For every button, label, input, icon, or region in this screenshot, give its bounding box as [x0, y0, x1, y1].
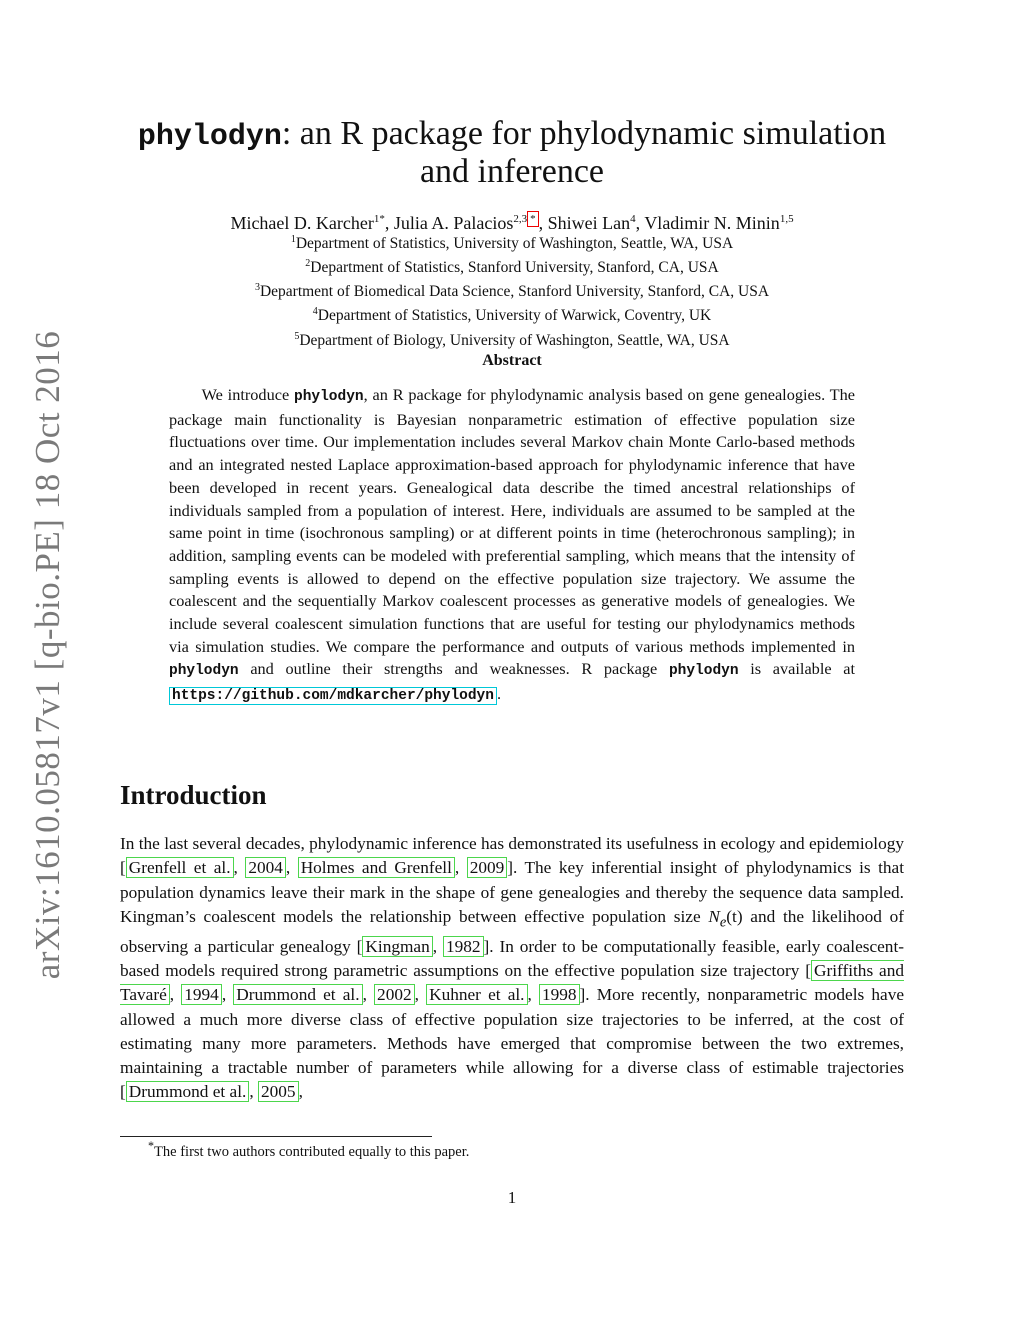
arxiv-stamp — [28, 330, 68, 980]
body-text: , — [414, 985, 427, 1005]
citation-year-link[interactable]: 1982 — [443, 936, 484, 957]
title-rest: : an R package for phylodynamic simulation — [281, 115, 887, 152]
title-package-name: phylodyn — [137, 120, 282, 154]
affiliation-number: 3 — [254, 282, 260, 294]
citation-year-link[interactable]: 2004 — [245, 857, 286, 878]
citation-year-link[interactable]: 2009 — [467, 857, 508, 878]
footnote-divider — [120, 1136, 432, 1137]
citation-link[interactable]: Drummond et al. — [233, 984, 362, 1005]
affiliation-number: 5 — [294, 330, 300, 342]
footnote-text: The first two authors contributed equally to this paper. — [154, 1143, 470, 1160]
citation-link[interactable]: Kingman — [362, 936, 432, 957]
paper-title — [120, 116, 904, 189]
affiliation-text: Department of Statistics, University of Warwick, Coventry, UK — [317, 307, 712, 325]
affiliation-text: Department of Statistics, University of Washington, Seattle, WA, USA — [295, 235, 734, 253]
affiliation — [120, 254, 904, 278]
author-marks: 2,3 — [513, 213, 528, 225]
author-name: Vladimir N. Minin — [644, 213, 780, 233]
author-marks: 1,5 — [779, 213, 794, 225]
package-name: phylodyn — [169, 663, 239, 680]
body-text: ]. More recently, nonparametric models have allowed a much more diverse class of effective population size trajectories to be inferred, at the cost of estimating many more parameters. Methods have emerged that compromise between the two extremes, maintaining a tractable number of parameters while allowing for a diverse class of estimable trajectories [ — [120, 985, 905, 1102]
citation-link[interactable]: Drummond et al. — [126, 1081, 250, 1102]
footnote — [148, 1139, 469, 1161]
affiliation — [120, 230, 904, 254]
affiliation — [120, 302, 904, 326]
title-line2: and inference — [419, 153, 605, 190]
author-name: Michael D. Karcher — [230, 213, 374, 233]
abstract-text: is available at — [738, 659, 856, 679]
affiliation-number: 2 — [305, 258, 311, 270]
body-text: , — [285, 858, 298, 878]
body-text: ]. In order to be computationally feasible, early coalescent-based models required strong parametric assumptions on the effective population size trajectory [ — [120, 936, 904, 980]
affiliation-list — [120, 230, 904, 351]
citation-link[interactable]: Kuhner et al. — [426, 984, 527, 1005]
author-marks: 1* — [373, 213, 385, 225]
body-text: ]. The key inferential insight of phylodynamics is that population dynamics leave their mark in the shape of gene genealogies and thereby the sequence data sampled. Kingman’s coalescent models the relationship between effective population size — [120, 858, 905, 926]
abstract-text: and outline their strengths and weaknesses. R package — [238, 659, 669, 679]
footnote-mark: * — [148, 1139, 155, 1153]
author-list: Michael D. Karcher$^{1*}$, Julia A. Palacios$^{2,3}$ * , Shiwei Lan$^4$, Vladimir N. Minin$^{1,5}$ — [230, 213, 794, 233]
affiliation-number: 4 — [312, 306, 318, 318]
math-argument: (t) — [726, 906, 743, 926]
citation-year-link[interactable]: 2002 — [374, 984, 415, 1005]
package-name: phylodyn — [294, 389, 364, 405]
github-url-link[interactable]: https://github.com/mdkarcher/phylodyn — [169, 687, 497, 705]
footnote-link[interactable]: * — [527, 211, 539, 227]
citation-link[interactable]: Grenfell et al. — [126, 857, 234, 878]
citation-year-link[interactable]: 1998 — [539, 984, 580, 1005]
affiliation-text: Department of Biology, University of Washington, Seattle, WA, USA — [299, 331, 730, 349]
citation-link[interactable]: Holmes and Grenfell — [298, 857, 455, 878]
abstract-body — [169, 384, 855, 708]
abstract-text: . — [496, 684, 502, 704]
introduction-body: In the last several decades, phylodynamic inference has demonstrated its usefulness in ecology and epidemiology [ Grenfell et al. , 2004 , Holmes and Grenfell , 2009 ]. The key inferential insight of phylodynamics is that population dynamics leave their mark in the shape of gene genealogies and thereby the sequence data sampled. Kingman’s coalescent models the relationship between effective population size $N_e(t)$ and the likelihood of observing a particular genealogy [ Kingman , 1982 ]. In order to be computationally feasible, early coalescent-based models required strong parametric assumptions on the effective population size trajectory [ Griffiths and Tavaré , 1994 , Drummond et al. , 2002 , Kuhner et al. , 1998 ]. More recently, nonparametric models have allowed a much more diverse class of effective population size trajectories to be inferred, at the cost of estimating many more parameters. Methods have emerged that compromise between the two extremes, maintaining a tractable number of parameters while allowing for a diverse class of estimable trajectories [ Drummond et al. , 2005 , — [120, 834, 905, 1102]
author-name: Shiwei Lan — [547, 213, 631, 233]
abstract-text: We introduce — [201, 385, 294, 404]
author-name: Julia A. Palacios — [393, 213, 514, 233]
body-text: In the last several decades, phylodynamic inference has demonstrated its usefulness in ecology and epidemiology [ — [120, 834, 904, 878]
math-subscript: e — [719, 914, 727, 931]
body-text: , — [221, 985, 234, 1005]
arxiv-id: arXiv:1610.05817v1 [q-bio.PE] 18 Oct 2016 — [28, 330, 68, 980]
affiliation-number: 1 — [290, 234, 296, 245]
affiliation — [120, 278, 904, 302]
abstract-heading: Abstract — [482, 352, 542, 369]
package-name: phylodyn — [668, 663, 739, 680]
citation-year-link[interactable]: 2005 — [258, 1081, 299, 1102]
page-number: 1 — [507, 1188, 517, 1207]
affiliation — [120, 327, 904, 351]
body-text: and the likelihood of observing a particular genealogy [ — [120, 906, 904, 956]
author-marks: 4 — [630, 213, 636, 225]
affiliation-text: Department of Statistics, Stanford University, Stanford, CA, USA — [310, 259, 719, 277]
affiliation-text: Department of Biomedical Data Science, Stanford University, Stanford, CA, USA — [259, 283, 770, 301]
citation-year-link[interactable]: 1994 — [181, 984, 222, 1005]
math-symbol: N — [708, 906, 720, 926]
citation-link[interactable]: Griffiths and Tavaré — [120, 960, 904, 1005]
abstract-text: , an R package for phylodynamic analysis based on gene genealogies. The package main functionality is Bayesian nonparametric estimation of effective population size fluctuations over time. Our implementation includes several Markov chain Monte Carlo-based methods and an integrated nested Laplace approximation-based approach for phylodynamic inference that have been developed in recent years. Genealogical data describe the timed ancestral relationships of individuals sampled from a population of interest. Here, individuals are assumed to be sampled at the same point in time (isochronous sampling) or at different points in time (heterochronous sampling); in addition, sampling events can be modeled with preferential sampling, which means that the intensity of sampling events is allowed to depend on the effective population size trajectory. We assume the coalescent and the sequentially Markov coalescent processes as generative models of genealogies. We include several coalescent simulation functions that are useful for testing our phylodynamics methods via simulation studies. We compare the performance and outputs of various methods implemented in — [169, 385, 855, 656]
body-text: , — [298, 1082, 303, 1102]
section-heading-introduction: Introduction — [120, 780, 267, 810]
